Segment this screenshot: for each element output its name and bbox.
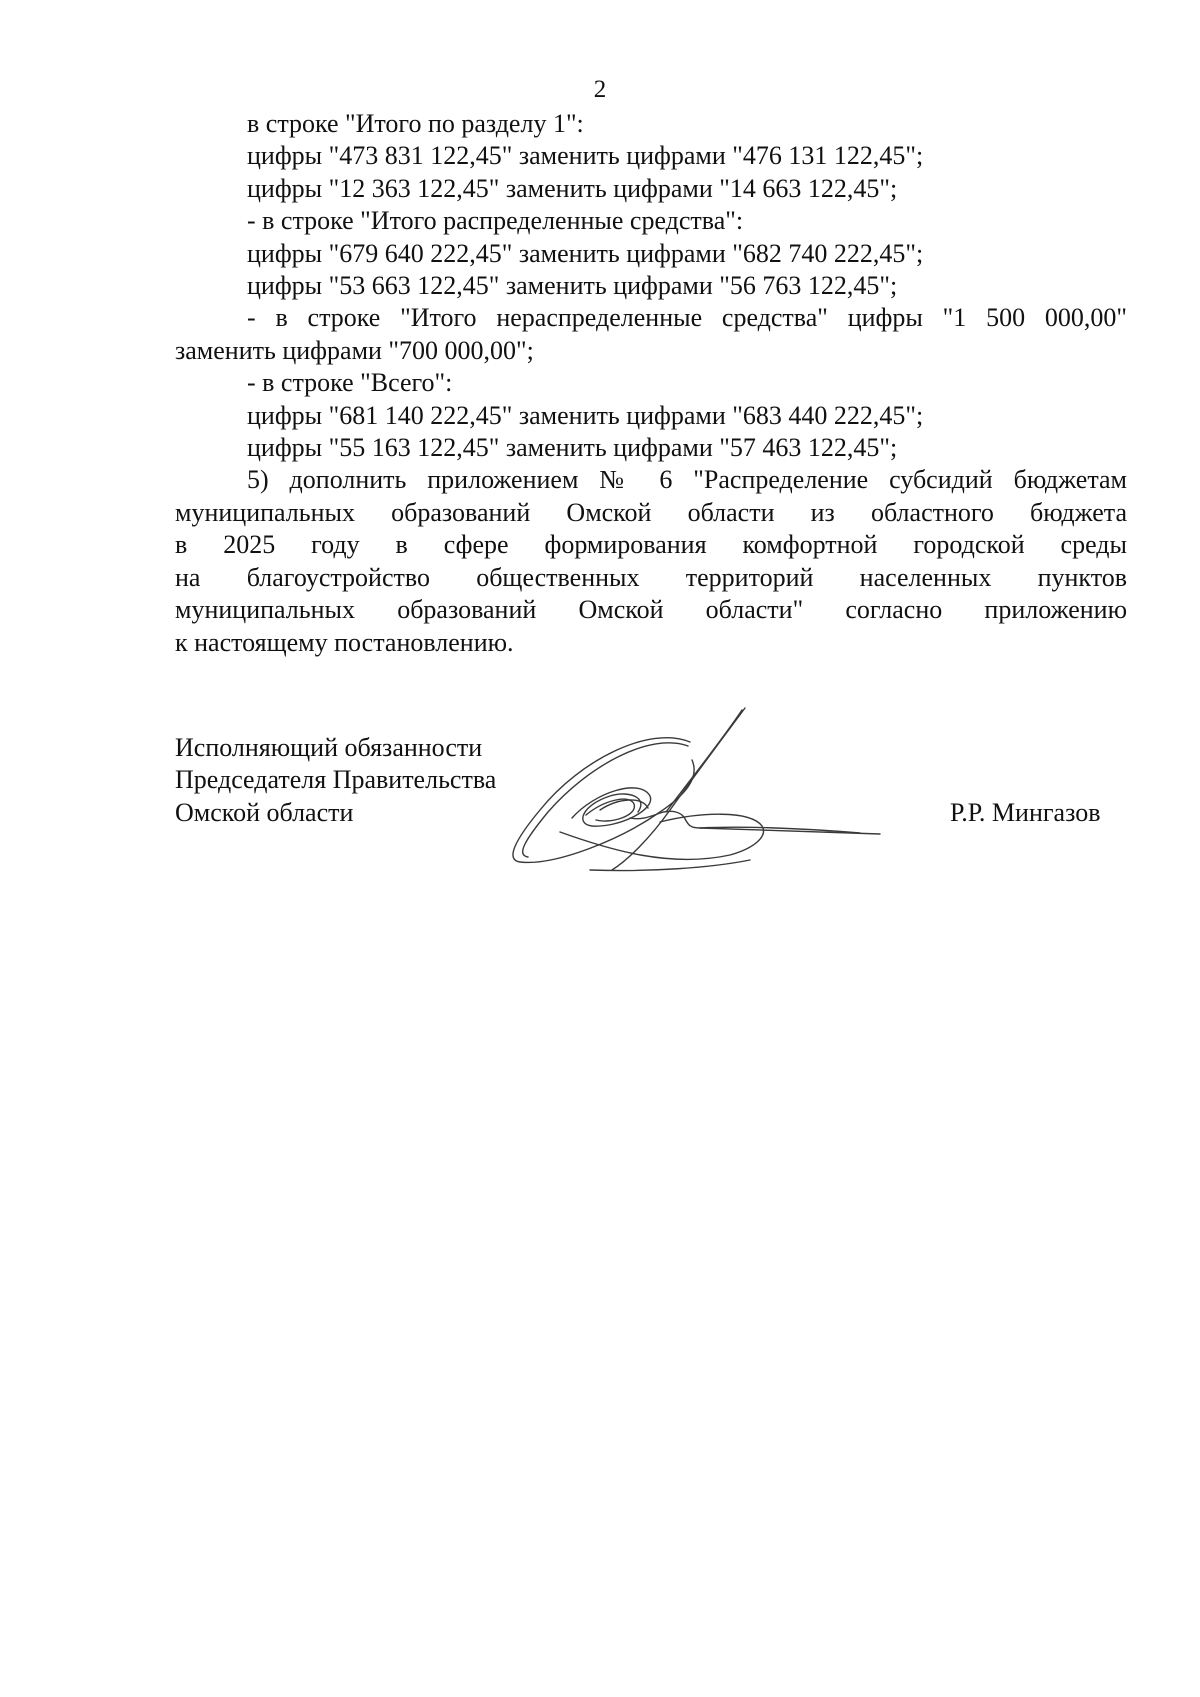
signatory-title-line-1: Исполняющий обязанности xyxy=(175,733,483,762)
text-line-14: в 2025 году в сфере формирования комфортной городской среды xyxy=(175,530,1127,560)
signatory-title-line-3: Омской области xyxy=(175,797,354,827)
text-line-15: на благоустройство общественных территорий населенных пунктов xyxy=(175,562,1127,592)
text-line-7: - в строке "Итого нераспределенные средства" цифры "1 500 000,00" xyxy=(247,303,1127,333)
text-line-3: цифры "12 363 122,45" заменить цифрами "14 663 122,45"; xyxy=(247,173,898,203)
page-number: 2 xyxy=(593,76,607,103)
text-line-13: муниципальных образований Омской области из областного бюджета xyxy=(175,497,1127,527)
text-line-10: цифры "681 140 222,45" заменить цифрами "683 440 222,45"; xyxy=(247,400,924,430)
text-line-5: цифры "679 640 222,45" заменить цифрами "682 740 222,45"; xyxy=(247,238,924,268)
handwritten-signature xyxy=(500,700,950,900)
text-line-4: - в строке "Итого распределенные средства": xyxy=(247,206,744,236)
text-line-8: заменить цифрами "700 000,00"; xyxy=(175,335,534,365)
text-line-1: в строке "Итого по разделу 1": xyxy=(247,109,584,138)
text-line-6: цифры "53 663 122,45" заменить цифрами "56 763 122,45"; xyxy=(247,271,898,301)
text-line-12: 5) дополнить приложением № 6 "Распределение субсидий бюджетам xyxy=(247,465,1127,495)
document-body xyxy=(175,108,1127,659)
signatory-title xyxy=(175,732,496,829)
text-line-2: цифры "473 831 122,45" заменить цифрами "476 131 122,45"; xyxy=(247,141,924,171)
text-line-9: - в строке "Всего": xyxy=(247,368,453,398)
text-line-17: к настоящему постановлению. xyxy=(175,627,514,657)
text-line-16: муниципальных образований Омской области" согласно приложению xyxy=(175,595,1127,625)
signatory-title-line-2: Председателя Правительства xyxy=(175,765,497,795)
text-line-11: цифры "55 163 122,45" заменить цифрами "57 463 122,45"; xyxy=(247,433,898,463)
signatory-name: Р.Р. Мингазов xyxy=(950,798,1101,827)
